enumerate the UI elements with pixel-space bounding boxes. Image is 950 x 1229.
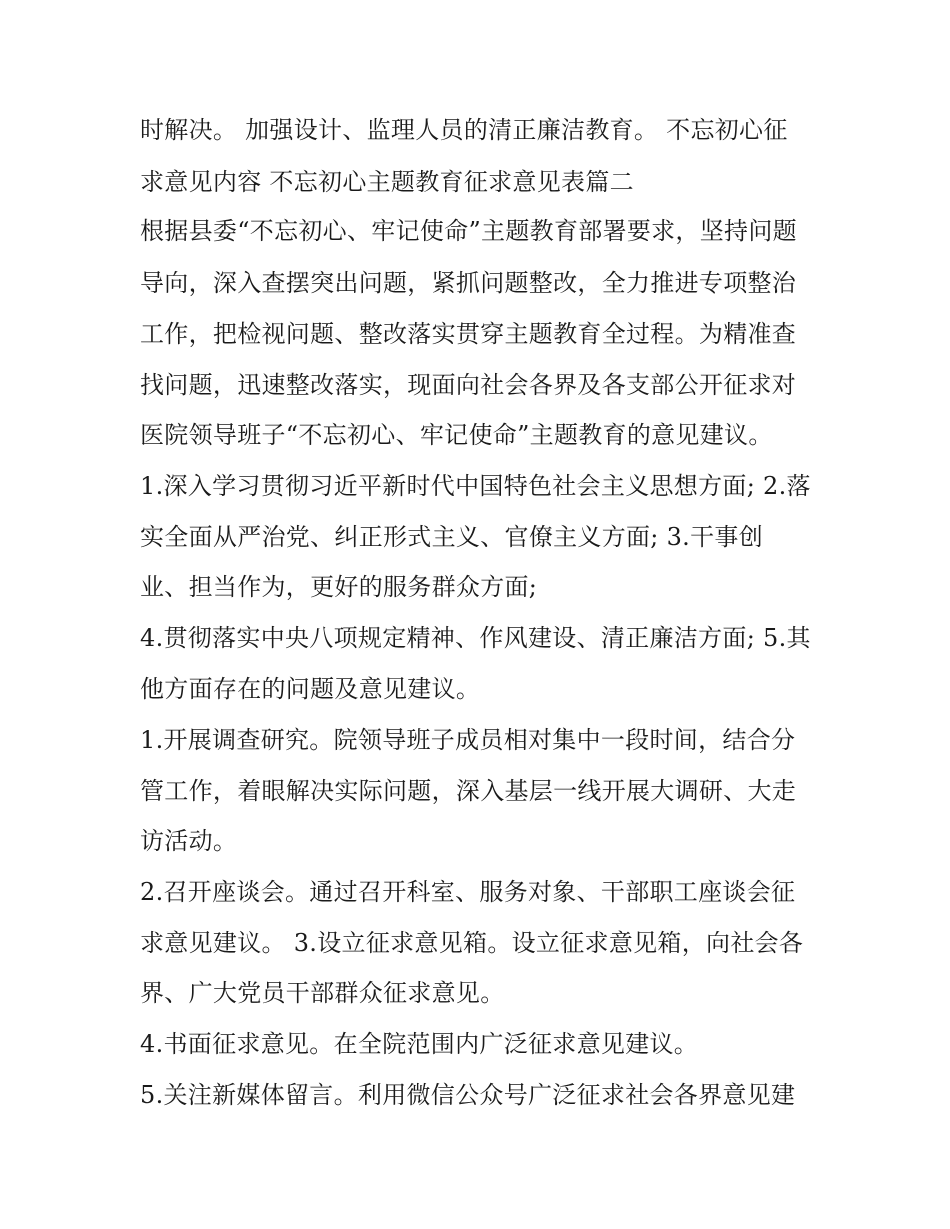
- text-line: 根据县委“不忘初心、牢记使命”主题教育部署要求，坚持问题: [140, 217, 797, 245]
- text-line: 工作，把检视问题、整改落实贯穿主题教育全过程。为精准查: [140, 320, 797, 348]
- text-line: 1.深入学习贯彻习近平新时代中国特色社会主义思想方面; 2.落: [140, 472, 811, 500]
- text-line: 实全面从严治党、纠正形式主义、官僚主义方面; 3.干事创: [140, 523, 764, 551]
- text-line: 4.书面征求意见。在全院范围内广泛征求意见建议。: [140, 1030, 699, 1058]
- text-line: 4.贯彻落实中央八项规定精神、作风建设、清正廉洁方面; 5.其: [140, 624, 811, 652]
- text-line: 1.开展调查研究。院领导班子成员相对集中一段时间，结合分: [140, 726, 796, 754]
- text-line: 导向，深入查摆突出问题，紧抓问题整改，全力推进专项整治: [140, 269, 797, 297]
- text-line: 界、广大党员干部群众征求意见。: [140, 979, 505, 1007]
- text-line: 找问题，迅速整改落实，现面向社会各界及各支部公开征求对: [140, 371, 797, 399]
- text-line: 管工作，着眼解决实际问题，深入基层一线开展大调研、大走: [140, 777, 797, 805]
- text-line: 访活动。: [140, 827, 238, 855]
- text-line: 求意见内容 不忘初心主题教育征求意见表篇二: [140, 168, 634, 196]
- text-line: 5.关注新媒体留言。利用微信公众号广泛征求社会各界意见建: [140, 1081, 796, 1109]
- text-line: 业、担当作为，更好的服务群众方面;: [140, 573, 538, 601]
- text-line: 时解决。 加强设计、监理人员的清正廉洁教育。 不忘初心征: [140, 116, 788, 144]
- text-line: 他方面存在的问题及意见建议。: [140, 675, 481, 703]
- text-line: 医院领导班子“不忘初心、牢记使命”主题教育的意见建议。: [140, 421, 773, 449]
- text-line: 求意见建议。 3.设立征求意见箱。设立征求意见箱，向社会各: [140, 929, 804, 957]
- text-line: 2.召开座谈会。通过召开科室、服务对象、干部职工座谈会征: [140, 878, 796, 906]
